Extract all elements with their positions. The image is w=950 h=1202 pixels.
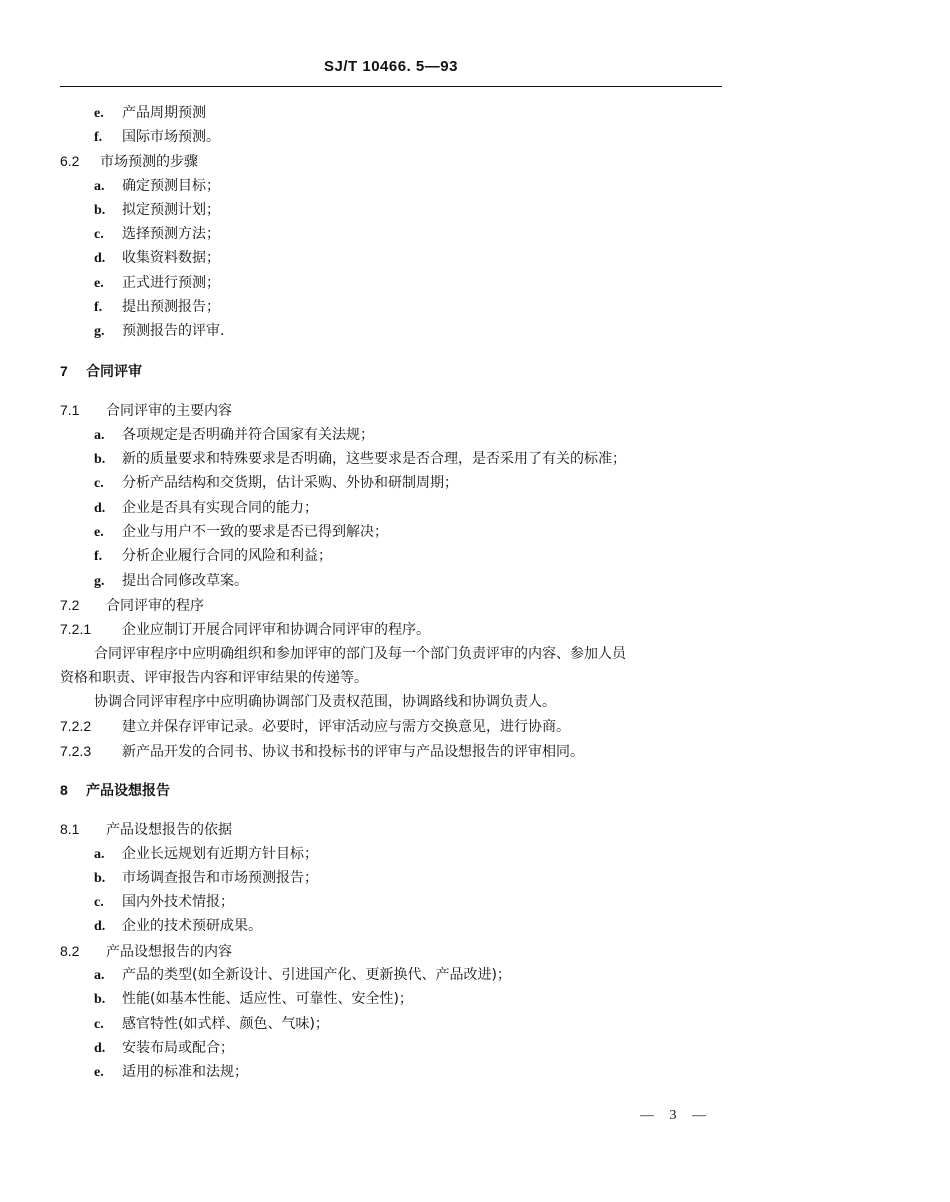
clause-number: 7.2.2 <box>60 718 92 734</box>
list-item <box>94 450 626 469</box>
clause-7-2-3 <box>60 742 584 761</box>
list-item <box>94 1015 329 1034</box>
section-title: 产品设想报告的依据 <box>106 822 232 838</box>
list-letter: c. <box>94 476 104 491</box>
list-letter: f. <box>94 300 103 315</box>
list-text: 确定预测目标； <box>122 178 220 194</box>
list-text: 收集资料数据； <box>122 250 220 266</box>
section-heading-8-1 <box>60 820 232 839</box>
standard-code-header: SJ/T 10466. 5—93 <box>324 58 458 75</box>
section-number: 8 <box>60 782 68 798</box>
section-number: 6.2 <box>60 153 80 169</box>
list-item <box>94 249 220 268</box>
list-letter: d. <box>94 501 106 516</box>
list-letter: g. <box>94 324 105 339</box>
list-text: 正式进行预测； <box>122 275 220 291</box>
list-letter: b. <box>94 452 106 467</box>
list-letter: g. <box>94 574 105 589</box>
list-item <box>94 990 413 1009</box>
list-letter: a. <box>94 847 105 862</box>
list-item <box>94 499 318 518</box>
list-letter: d. <box>94 251 106 266</box>
list-text: 企业长远规划有近期方针目标； <box>122 846 318 862</box>
section-heading-7-1 <box>60 401 232 420</box>
clause-text: 新产品开发的合同书、协议书和投标书的评审与产品设想报告的评审相同。 <box>122 744 584 760</box>
list-text: 各项规定是否明确并符合国家有关法规； <box>122 427 374 443</box>
list-letter: a. <box>94 968 105 983</box>
list-text: 企业与用户不一致的要求是否已得到解决； <box>122 524 388 540</box>
list-text: 分析产品结构和交货期，估计采购、外协和研制周期； <box>122 475 458 491</box>
section-heading-7 <box>60 362 142 381</box>
section-title: 产品设想报告 <box>86 783 170 799</box>
section-title: 市场预测的步骤 <box>100 154 198 170</box>
list-letter: c. <box>94 1017 104 1032</box>
section-title: 合同评审 <box>86 364 142 380</box>
section-heading-8-2 <box>60 942 232 961</box>
list-letter: e. <box>94 276 104 291</box>
list-letter: b. <box>94 203 106 218</box>
list-text: 产品的类型(如全新设计、引进国产化、更新换代、产品改进)； <box>122 967 511 983</box>
section-heading-6-2 <box>60 152 198 171</box>
list-text: 国内外技术情报； <box>122 894 234 910</box>
list-text: 国际市场预测。 <box>122 129 220 145</box>
list-item <box>94 845 318 864</box>
clause-7-2-2 <box>60 717 570 736</box>
clause-7-2-1 <box>60 620 430 639</box>
list-text: 企业的技术预研成果。 <box>122 918 262 934</box>
clause-text: 建立并保存评审记录。必要时，评审活动应与需方交换意见，进行协商。 <box>122 719 570 735</box>
section-number: 8.2 <box>60 943 80 959</box>
list-text: 安装布局或配合； <box>122 1040 234 1056</box>
list-letter: d. <box>94 919 106 934</box>
list-item <box>94 225 220 244</box>
list-text: 企业是否具有实现合同的能力； <box>122 500 318 516</box>
section-number: 7.2 <box>60 597 80 613</box>
list-text: 提出合同修改草案。 <box>122 573 248 589</box>
paragraph-line: 资格和职责、评审报告内容和评审结果的传递等。 <box>60 670 368 686</box>
list-letter: f. <box>94 549 103 564</box>
clause-number: 7.2.3 <box>60 743 92 759</box>
list-item <box>94 322 224 341</box>
list-item <box>94 966 511 985</box>
list-item <box>94 201 220 220</box>
list-letter: c. <box>94 895 104 910</box>
list-text: 预测报告的评审. <box>122 323 225 339</box>
list-item <box>94 177 220 196</box>
section-number: 8.1 <box>60 821 80 837</box>
list-text: 提出预测报告； <box>122 299 220 315</box>
list-item <box>94 869 318 888</box>
list-letter: f. <box>94 130 103 145</box>
list-item <box>94 1063 248 1082</box>
section-number: 7.1 <box>60 402 80 418</box>
list-text: 市场调查报告和市场预测报告； <box>122 870 318 886</box>
paragraph-line: 协调合同评审程序中应明确协调部门及责权范围，协调路线和协调负责人。 <box>94 694 556 710</box>
list-letter: a. <box>94 428 105 443</box>
section-title: 产品设想报告的内容 <box>106 944 232 960</box>
list-text: 选择预测方法； <box>122 226 220 242</box>
list-text: 产品周期预测 <box>122 105 206 121</box>
list-text: 适用的标准和法规； <box>122 1064 248 1080</box>
list-letter: b. <box>94 992 106 1007</box>
section-heading-7-2 <box>60 596 204 615</box>
section-heading-8 <box>60 781 170 800</box>
list-letter: d. <box>94 1041 106 1056</box>
list-letter: a. <box>94 179 105 194</box>
list-text: 新的质量要求和特殊要求是否明确，这些要求是否合理，是否采用了有关的标准； <box>122 451 626 467</box>
list-item <box>94 474 458 493</box>
list-item <box>94 523 388 542</box>
list-item <box>94 426 374 445</box>
list-item <box>94 1039 234 1058</box>
list-item <box>94 298 220 317</box>
list-letter: e. <box>94 525 104 540</box>
section-number: 7 <box>60 363 68 379</box>
list-item <box>94 104 206 123</box>
list-item <box>94 893 234 912</box>
section-title: 合同评审的主要内容 <box>106 403 232 419</box>
list-text: 分析企业履行合同的风险和利益； <box>122 548 332 564</box>
list-text: 性能(如基本性能、适应性、可靠性、安全性)； <box>122 991 413 1007</box>
clause-text: 企业应制订开展合同评审和协调合同评审的程序。 <box>122 622 430 638</box>
list-item <box>94 547 332 566</box>
list-letter: e. <box>94 1065 104 1080</box>
list-letter: c. <box>94 227 104 242</box>
page-number: — 3 — <box>640 1108 712 1123</box>
list-item <box>94 128 220 147</box>
section-title: 合同评审的程序 <box>106 598 204 614</box>
list-text: 拟定预测计划； <box>122 202 220 218</box>
paragraph-line: 合同评审程序中应明确组织和参加评审的部门及每一个部门负责评审的内容、参加人员 <box>94 646 626 662</box>
list-item <box>94 274 220 293</box>
clause-number: 7.2.1 <box>60 621 92 637</box>
header-rule <box>60 86 722 87</box>
list-letter: b. <box>94 871 106 886</box>
list-item <box>94 572 248 591</box>
list-letter: e. <box>94 106 104 121</box>
list-item <box>94 917 262 936</box>
list-text: 感官特性(如式样、颜色、气味)； <box>122 1016 329 1032</box>
